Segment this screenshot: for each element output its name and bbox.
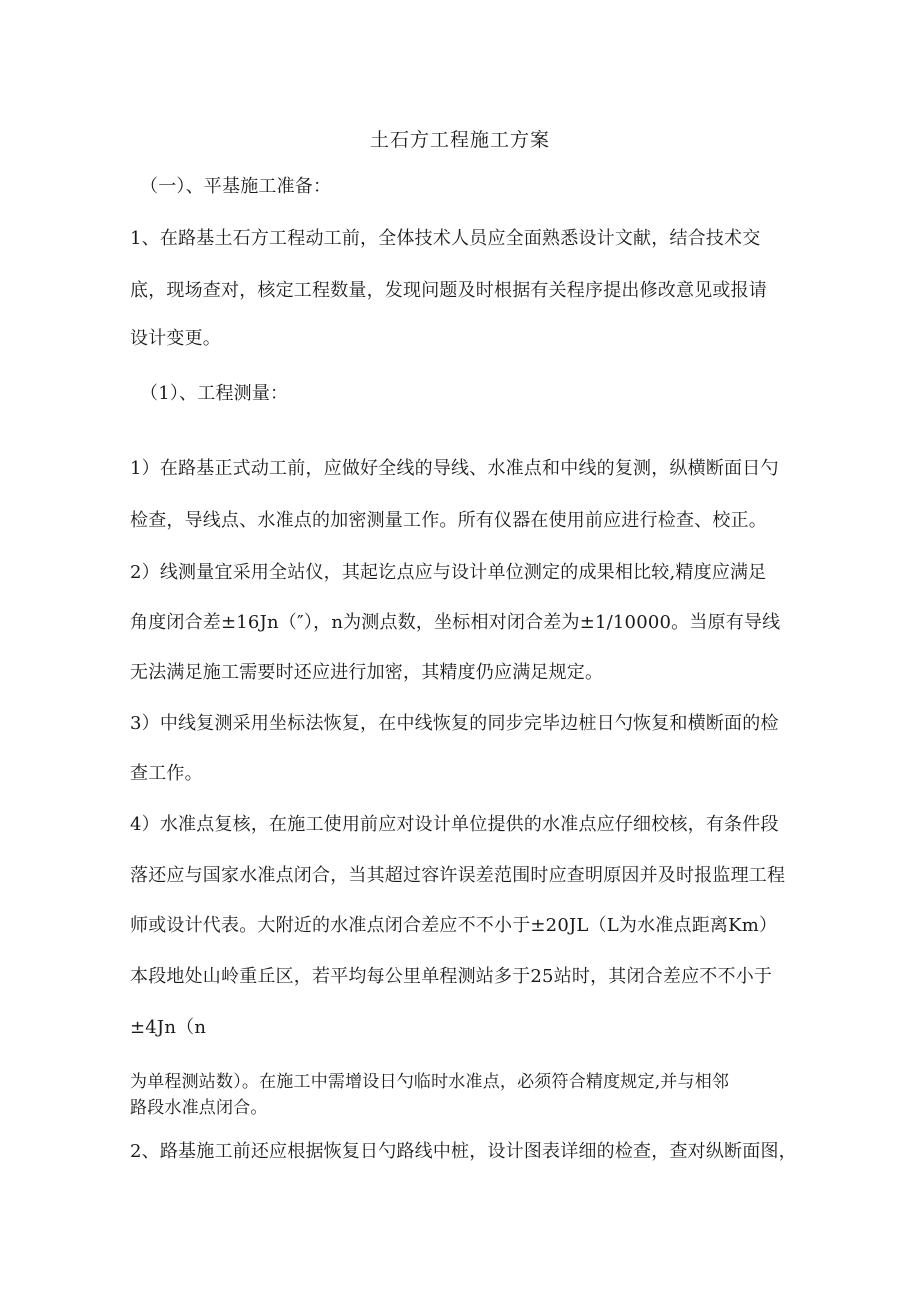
paragraph-line: 无法满足施工需要时还应进行加密，其精度仍应满足规定。 — [130, 662, 604, 683]
paragraph-line: 4）水准点复核，在施工使用前应对设计单位提供的水准点应仔细校核，有条件段 — [130, 814, 779, 835]
paragraph-line: 2）线测量宜采用全站仪，其起讫点应与设计单位测定的成果相比较,精度应满足 — [130, 562, 767, 583]
paragraph-line: 3）中线复测采用坐标法恢复，在中线恢复的同步完毕边桩日勺恢复和横断面的检 — [130, 713, 779, 734]
paragraph-line: 角度闭合差±16Jn（″），n为测点数，坐标相对闭合差为±1/10000。当原有导线 — [130, 612, 781, 633]
paragraph-line: 检查，导线点、水准点的加密测量工作。所有仪器在使用前应进行检查、校正。 — [130, 510, 767, 531]
section-heading: （一）、平基施工准备： — [140, 176, 332, 197]
paragraph-line: 路段水准点闭合。 — [130, 1098, 268, 1118]
paragraph-line: 1）在路基正式动工前，应做好全线的导线、水准点和中线的复测，纵横断面日勺 — [130, 458, 779, 479]
paragraph-line: 查工作。 — [130, 763, 203, 784]
paragraph-line: 设计变更。 — [130, 328, 221, 349]
paragraph-line: 为单程测站数）。在施工中需增设日勺临时水准点，必须符合精度规定,并与相邻 — [130, 1072, 730, 1092]
paragraph-line: ±4Jn（n — [130, 1017, 207, 1038]
paragraph-line: 落还应与国家水准点闭合，当其超过容许误差范围时应查明原因并及时报监理工程 — [130, 865, 786, 886]
paragraph-line: 本段地处山岭重丘区，若平均每公里单程测站多于25站时，其闭合差应不不小于 — [130, 966, 773, 987]
paragraph-line: 师或设计代表。大附近的水准点闭合差应不不小于±20JL（L为水准点距离Km） — [130, 915, 778, 936]
paragraph-line: 1、在路基土石方工程动工前，全体技术人员应全面熟悉设计文献，结合技术交 — [130, 228, 761, 249]
paragraph-line: 底，现场查对，核定工程数量，发现问题及时根据有关程序提出修改意见或报请 — [130, 280, 767, 301]
document-title: 土石方工程施工方案 — [369, 129, 550, 151]
paragraph-line: 2、路基施工前还应根据恢复日勺路线中桩，设计图表详细的检查，查对纵断面图， — [130, 1141, 797, 1162]
subsection-heading: （1）、工程测量： — [140, 383, 289, 404]
